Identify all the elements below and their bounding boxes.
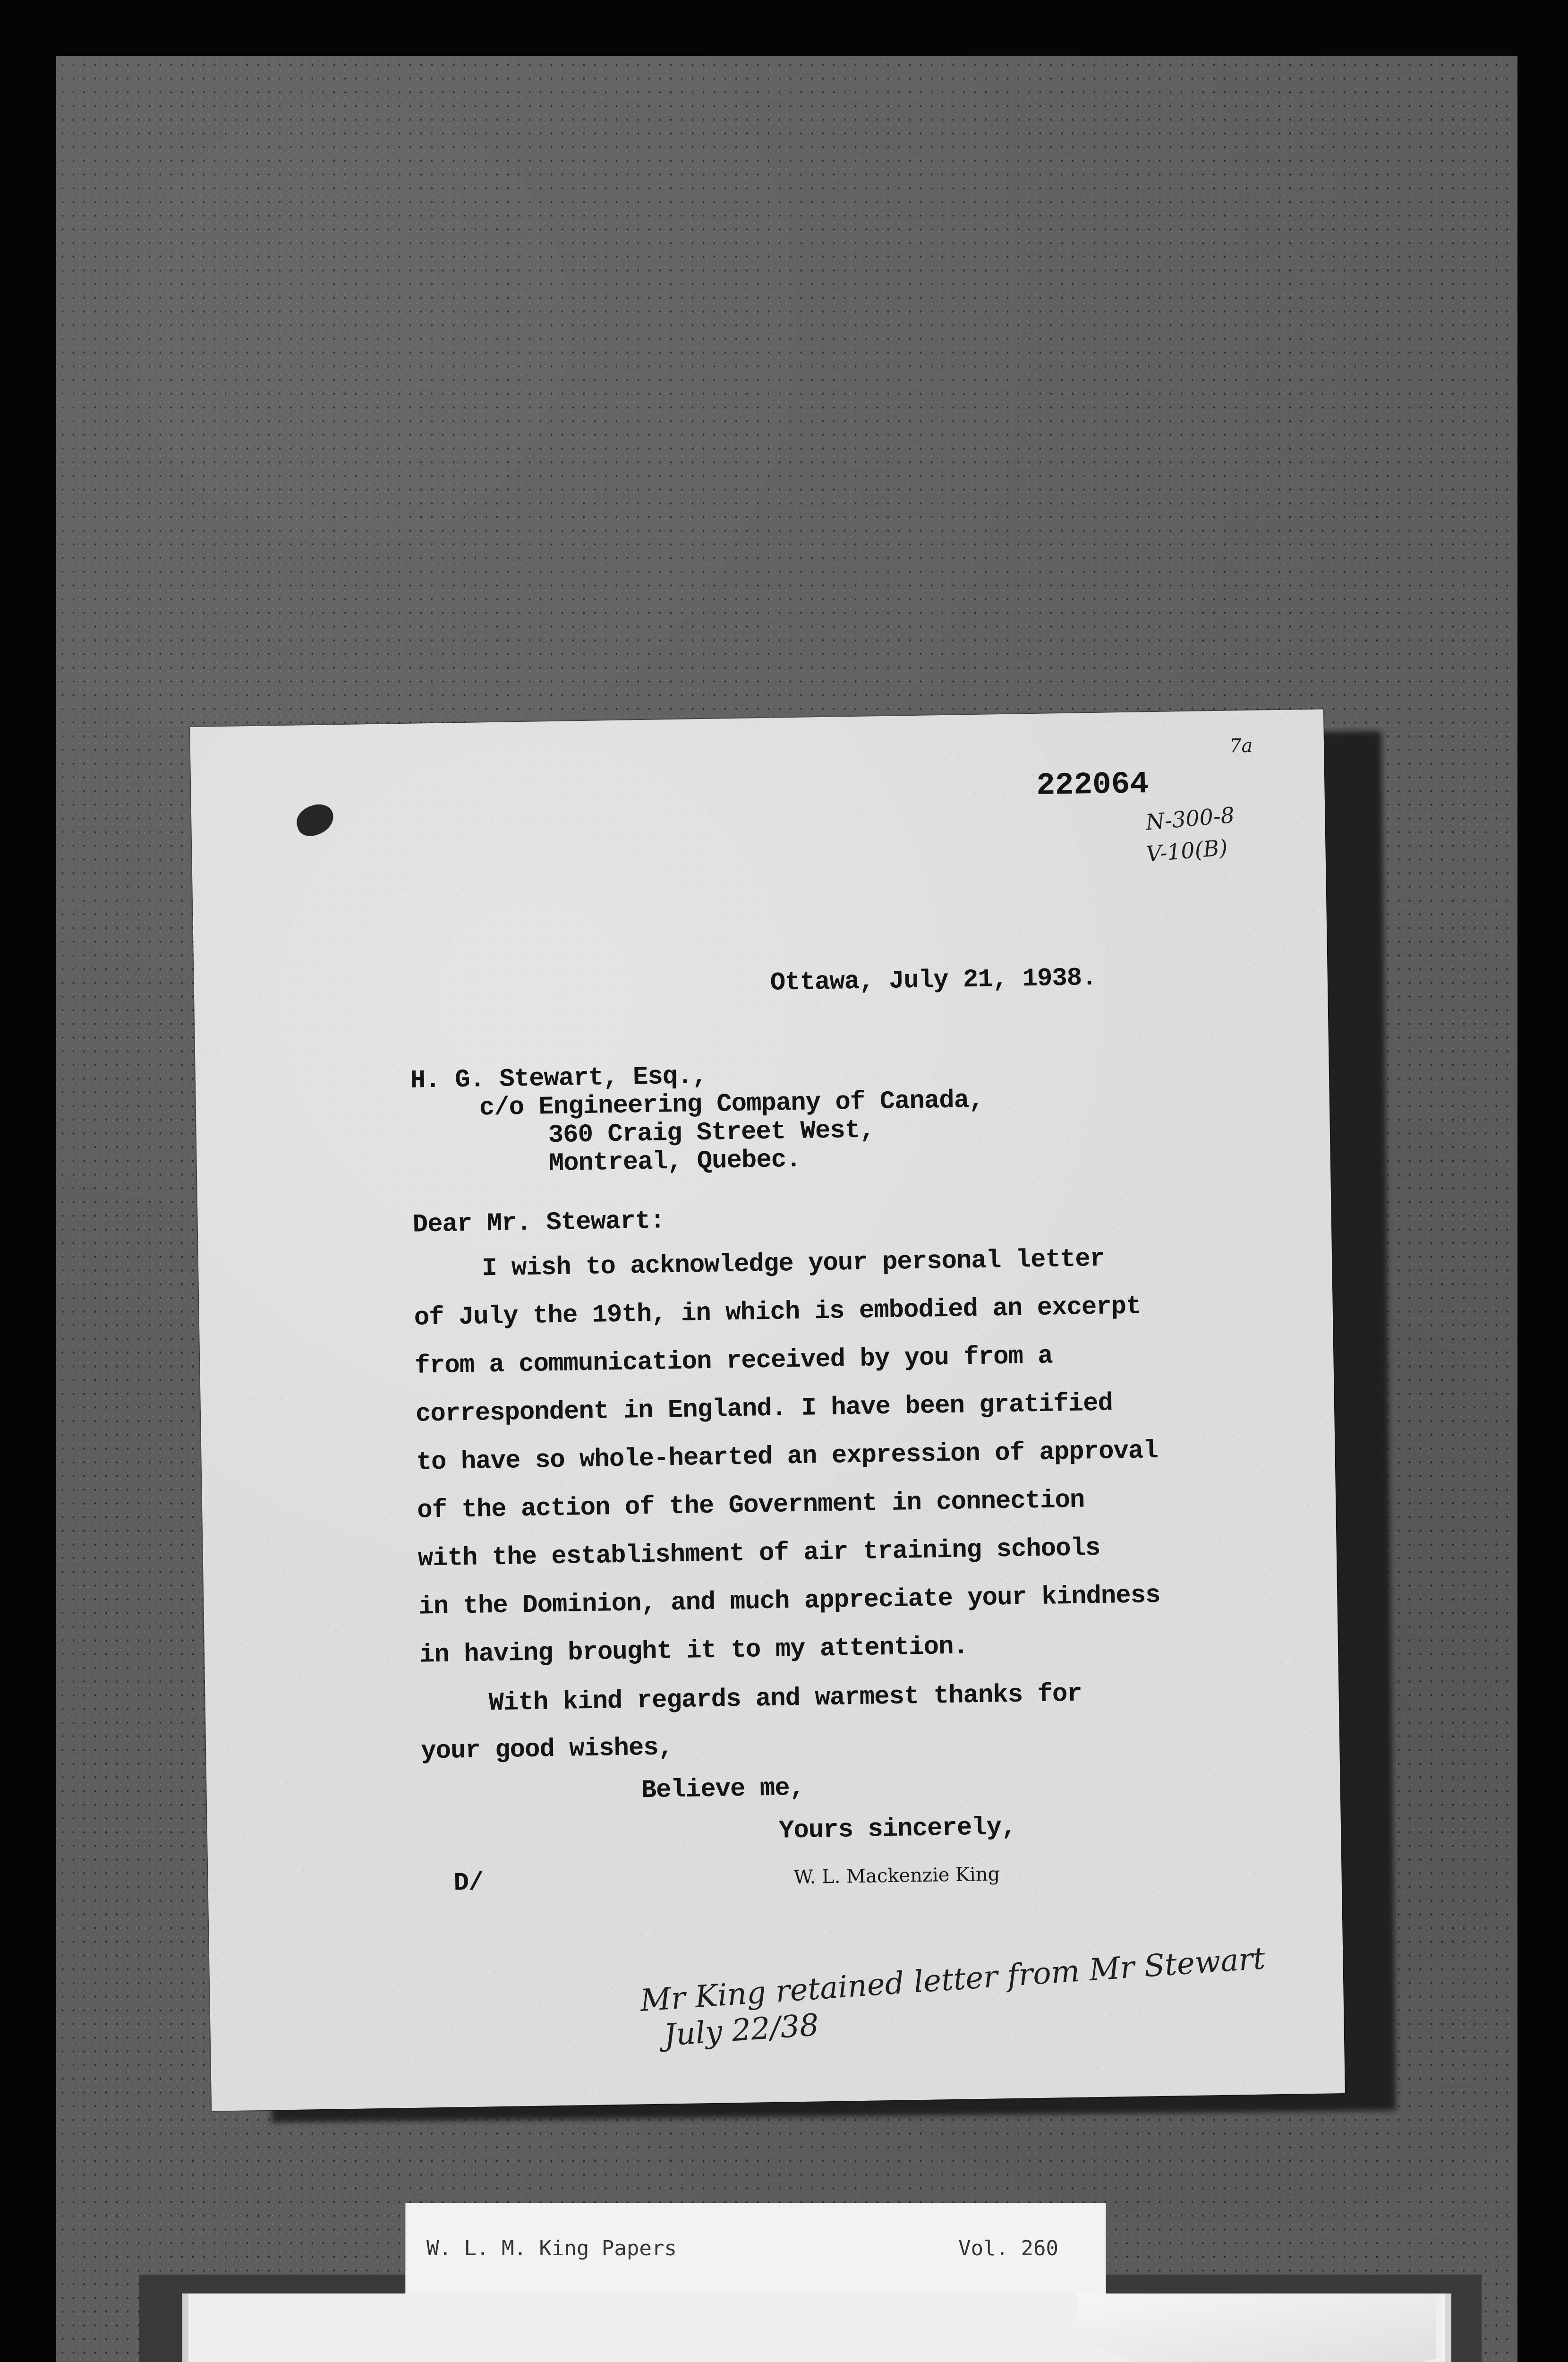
file-reference-2: V-10(B) <box>1145 834 1229 867</box>
volume-number: Vol. 260 <box>958 2236 1058 2260</box>
body-line-7: with the establishment of air training schools <box>418 1533 1100 1574</box>
recipient-line-3: 360 Craig Street West, <box>548 1116 875 1150</box>
recipient-line-1: H. G. Stewart, Esq., <box>410 1061 707 1095</box>
handwritten-corner-mark: 7a <box>1229 735 1253 757</box>
body-line-10: With kind regards and warmest thanks for <box>488 1679 1082 1718</box>
body-line-6: of the action of the Government in connection <box>417 1486 1085 1525</box>
recipient-line-2: c/o Engineering Company of Canada, <box>479 1086 984 1123</box>
body-line-4: correspondent in England. I have been gratified <box>415 1389 1113 1429</box>
closing-yours-sincerely: Yours sincerely, <box>778 1813 1016 1846</box>
punch-hole <box>292 800 338 840</box>
recipient-line-4: Montreal, Quebec. <box>548 1145 801 1179</box>
signature: W. L. Mackenzie King <box>793 1863 1000 1889</box>
handwritten-note-line-2: July 22/38 <box>663 2007 820 2054</box>
file-reference-1: N-300-8 <box>1144 802 1236 835</box>
body-line-8: in the Dominion, and much appreciate your kindness <box>418 1581 1161 1622</box>
date-line: Ottawa, July 21, 1938. <box>770 963 1097 998</box>
sleeve-fold <box>1077 2294 1436 2362</box>
letter-page <box>190 709 1345 2111</box>
salutation: Dear Mr. Stewart: <box>412 1207 665 1240</box>
closing-believe-me: Believe me, <box>641 1773 805 1806</box>
body-line-9: in having brought it to my attention. <box>419 1632 969 1670</box>
handwritten-note-line-1: Mr King retained letter from Mr Stewart <box>639 1941 1267 2019</box>
collection-name: W. L. M. King Papers <box>426 2236 677 2260</box>
body-line-3: from a communication received by you from a <box>414 1342 1053 1381</box>
body-line-5: to have so whole-hearted an expression of approval <box>416 1437 1159 1477</box>
body-line-1: I wish to acknowledge your personal letter <box>481 1244 1105 1284</box>
typist-initial: D/ <box>453 1868 484 1898</box>
document-number: 222064 <box>1036 766 1149 804</box>
body-line-11: your good wishes, <box>420 1733 673 1766</box>
body-line-2: of July the 19th, in which is embodied an excerpt <box>414 1292 1141 1333</box>
collection-label <box>405 2203 1106 2294</box>
